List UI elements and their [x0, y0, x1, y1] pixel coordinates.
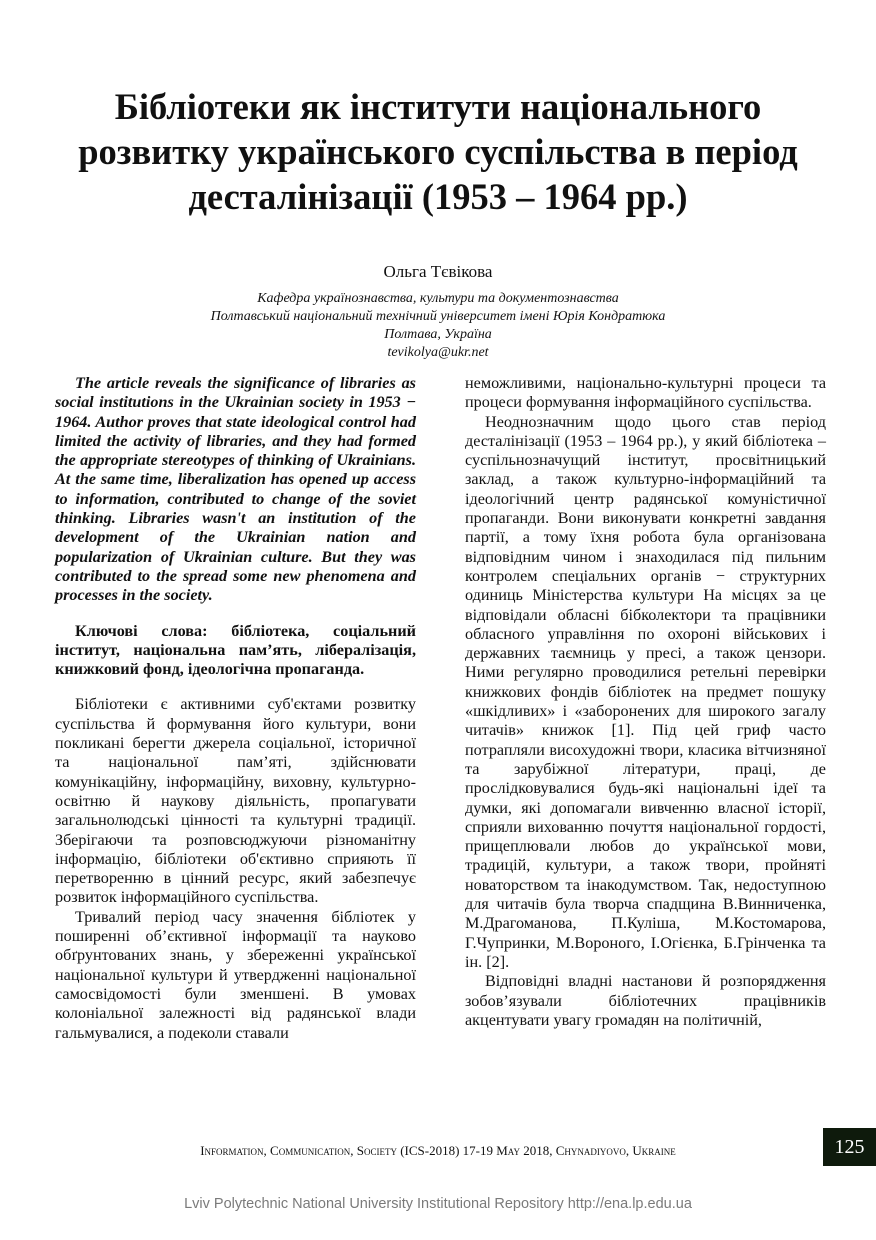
paragraph: неможливими, національно-культурні процеси та процеси формування інформаційного суспільства.: [465, 374, 826, 412]
affiliation: [0, 290, 876, 362]
repository-watermark: Lviv Polytechnic National University Institutional Repository http://ena.lp.edu.ua: [184, 1196, 692, 1212]
abstract: The article reveals the significance of libraries as social institutions in the Ukrainian society in 1953 − 1964. Author proves that state ideological control had limited the activity of libraries, and they had formed the appropriate stereotypes of thinking of Ukrainians. At the same time, liberalization has opened up access to information, contributed to change of the soviet thinking. Libraries wasn't an institution of the development of the Ukrainian nation and popularization of Ukrainian culture. But they was contributed to the spread some new phenomena and processes in the society.: [55, 374, 416, 605]
left-column: [55, 374, 416, 1043]
article-title: Бібліотеки як інститути національного розвитку українського суспільства в період десталінізації (1953 – 1964 рр.): [78, 86, 798, 217]
right-column: [465, 374, 826, 1030]
conference-footer: Information, Communication, Society (ICS-2018) 17-19 May 2018, Chynadiyovo, Ukraine: [200, 1143, 676, 1158]
keywords: Ключові слова: бібліотека, соціальний інститут, національна пам’ять, лібералізація, книжковий фонд, ідеологічна пропаганда.: [55, 621, 416, 679]
email: tevikolya@ukr.net: [387, 345, 489, 360]
department: Кафедра українознавства, культури та документознавства: [257, 291, 619, 306]
paragraph: Бібліотеки є активними суб'єктами розвитку суспільства й формування його культури, вони покликані берегти джерела соціальної, історичної та національної пам’яті, здійснювати комунікаційну, інформаційну, виховну, культурно-освітню й наукову діяльність, пропагувати загальнолюдські цінності та культурні традиції. Зберігаючи та розповсюджуючи різноманітну інформацію, бібліотеки об'єктивно сприяють її перетворенню в цінний ресурс, який забезпечує розвиток інформаційного суспільства.: [55, 695, 416, 907]
location: Полтава, Україна: [384, 327, 492, 342]
paragraph: Неоднозначним щодо цього став період десталінізації (1953 – 1964 рр.), у який бібліотека – суспільнозначущий інститут, просвітницький заклад, а також культурно-інформаційний та ідеологічний центр радянської комуністичної пропаганди. Вони виконувати конкретні завдання партії, а тому їхня робота була організована відповідним чином і знаходилася під пильним контролем спеціальних органів − структурних одиниць Міністерства культури На місцях за це відповідали обласні бібколектори та працівники обласного управління по охороні військових і державних таємниць у пресі, а також цензори. Ними регулярно проводилися ретельні перевірки книжкових фондів бібліотек на предмет пошуку «шкідливих» і «заборонених для широкого загалу читачів» книжок [1]. Під цей гриф часто потрапляли висохудожні твори, класика вітчизняної та зарубіжної літератури, праці, де прослідковувалися будь-які національні ідеї та думки, які допомагали вивченню власної історії, сприяли вихованню почуття національної гордості, прищеплювали любов до української мови, традицій, культури, а також твори, пройняті новаторством та інакодумством. Так, недоступною для читачів була творча спадщина В.Винниченка, М.Драгоманова, П.Куліша, М.Костомарова, Г.Чупринки, М.Вороного, І.Огієнка, Б.Грінченка та ін. [2].: [465, 412, 826, 971]
university: Полтавський національний технічний університет імені Юрія Кондратюка: [210, 309, 666, 324]
paragraph: Тривалий період часу значення бібліотек у поширенні об’єктивної інформації та науково обґрунтованих знань, у збереженні української національної культури й утвердженні національної самосвідомості були зменшені. В умовах колоніальної залежності від радянської влади гальмувалися, а подеколи ставали: [55, 907, 416, 1042]
paragraph: Відповідні владні настанови й розпорядження зобов’язували бібліотечних працівників акцентувати увагу громадян на політичній,: [465, 972, 826, 1029]
page-number: 125: [823, 1128, 876, 1166]
author-name: Ольга Тєвікова: [383, 262, 493, 281]
